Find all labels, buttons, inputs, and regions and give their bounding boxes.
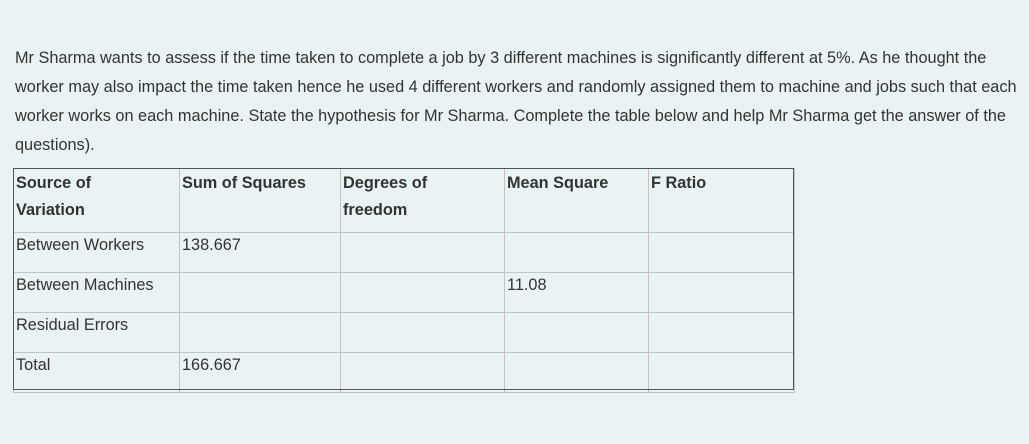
cell-degrees-of-freedom[interactable] xyxy=(341,273,505,313)
cell-mean-square[interactable] xyxy=(505,313,649,353)
cell-sum-of-squares[interactable]: 166.667 xyxy=(180,353,341,393)
cell-degrees-of-freedom[interactable] xyxy=(341,353,505,393)
header-source-of-variation xyxy=(14,169,180,233)
cell-f-ratio[interactable] xyxy=(649,233,795,273)
cell-f-ratio[interactable] xyxy=(649,313,795,353)
header-source-line2: Variation xyxy=(16,201,85,219)
cell-source: Residual Errors xyxy=(14,313,180,353)
table-row xyxy=(14,313,795,353)
cell-source: Total xyxy=(14,353,180,393)
header-sum-of-squares: Sum of Squares xyxy=(180,169,341,233)
cell-mean-square[interactable]: 11.08 xyxy=(505,273,649,313)
cell-source: Between Machines xyxy=(14,273,180,313)
header-f-ratio: F Ratio xyxy=(649,169,795,233)
cell-sum-of-squares[interactable] xyxy=(180,313,341,353)
cell-degrees-of-freedom[interactable] xyxy=(341,313,505,353)
cell-f-ratio[interactable] xyxy=(649,353,795,393)
header-df-line1: Degrees of xyxy=(343,174,428,192)
cell-f-ratio[interactable] xyxy=(649,273,795,313)
table-row xyxy=(14,353,795,393)
header-source-line1: Source of xyxy=(16,174,92,192)
cell-sum-of-squares[interactable] xyxy=(180,273,341,313)
anova-table xyxy=(13,168,795,393)
question-text: Mr Sharma wants to assess if the time taken to complete a job by 3 different machines is significantly different at 5%. As he thought the worker may also impact the time taken hence he used 4 different workers and randomly assigned them to machine and jobs such that each worker works on each machine. State the hypothesis for Mr Sharma. Complete the table below and help Mr Sharma get the answer of the questions). xyxy=(15,49,1017,154)
header-mean-square: Mean Square xyxy=(505,169,649,233)
header-degrees-of-freedom xyxy=(341,169,505,233)
header-df-line2: freedom xyxy=(343,201,408,219)
cell-mean-square[interactable] xyxy=(505,353,649,393)
cell-source: Between Workers xyxy=(14,233,180,273)
table-row xyxy=(14,233,795,273)
cell-mean-square[interactable] xyxy=(505,233,649,273)
cell-degrees-of-freedom[interactable] xyxy=(341,233,505,273)
cell-sum-of-squares[interactable]: 138.667 xyxy=(180,233,341,273)
header-row xyxy=(14,169,795,233)
table-row xyxy=(14,273,795,313)
